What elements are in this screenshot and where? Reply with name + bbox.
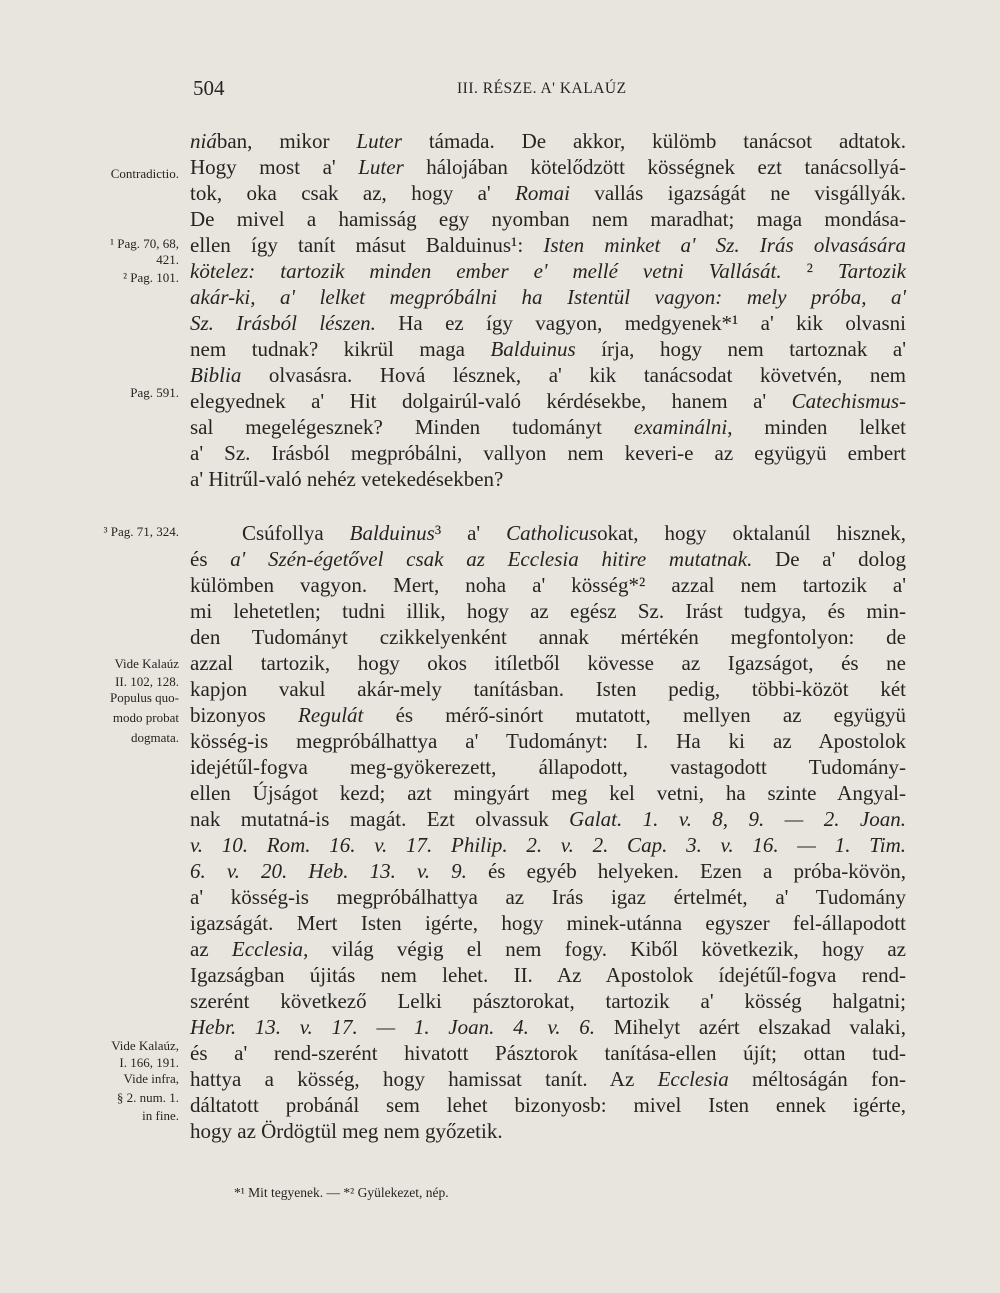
text-line: Csúfollya Balduinus³ a' Catholicusokat, hogy oktalanúl hisznek, bbox=[242, 521, 906, 545]
text-line: nem tudnak? kikrül maga Balduinus írja, hogy nem tartoznak a' bbox=[190, 337, 906, 361]
margin-note: Populus quo- bbox=[110, 690, 179, 705]
text-line: kösség-is megpróbálhattya a' Tudományt: I. Ha ki az Apostolok bbox=[190, 729, 906, 753]
text-line: tok, oka csak az, hogy a' Romai vallás igazságát ne visgállyák. bbox=[190, 181, 906, 205]
page-header bbox=[0, 76, 1000, 106]
text-line: külömben vagyon. Mert, noha a' kösség*² azzal nem tartozik a' bbox=[190, 573, 906, 597]
text-line: De mivel a hamisság egy nyomban nem maradhat; maga mondása- bbox=[190, 207, 906, 231]
text-line: den Tudományt czikkelyenként annak mértékén megfontolyon: de bbox=[190, 625, 906, 649]
margin-note: I. 166, 191. bbox=[119, 1055, 179, 1070]
margin-note: in fine. bbox=[142, 1108, 179, 1123]
text-line: mi lehetetlen; tudni illik, hogy az egész Sz. Irást tudgya, és min- bbox=[190, 599, 906, 623]
text-line: dáltatott probánál sem lehet bizonyosb: mivel Isten ennek igérte, bbox=[190, 1093, 906, 1117]
text-line: bizonyos Regulát és mérő-sinórt mutatott, mellyen az együgyü bbox=[190, 703, 906, 727]
margin-note: modo probat bbox=[112, 710, 179, 725]
margin-note: Vide Kalaúz bbox=[114, 656, 179, 671]
margin-note: ² Pag. 101. bbox=[123, 270, 179, 285]
text-line: szerént következő Lelki pásztorokat, tartozik a' kösség halgatni; bbox=[190, 989, 906, 1013]
text-line: 6. v. 20. Heb. 13. v. 9. és egyéb helyeken. Ezen a próba-kövön, bbox=[190, 859, 907, 883]
margin-note: Vide infra, bbox=[123, 1071, 179, 1086]
margin-note: Pag. 591. bbox=[130, 385, 179, 400]
text-line: Biblia olvasásra. Hová lésznek, a' kik tanácsodat követvén, nem bbox=[190, 363, 906, 387]
text-line: Hebr. 13. v. 17. — 1. Joan. 4. v. 6. Mihelyt azért elszakad valaki, bbox=[190, 1015, 906, 1039]
margin-note: 421. bbox=[156, 252, 179, 267]
text-line: kötelez: tartozik minden ember e' mellé vetni Vallását. ² Tartozik bbox=[190, 259, 907, 283]
text-line: Igazságban újitás nem lehet. II. Az Apostolok ídejétűl-fogva rend- bbox=[190, 963, 906, 987]
text-line: ellen Újságot kezd; azt mingyárt meg kel vetni, ha szinte Angyal- bbox=[190, 781, 906, 805]
footnote: *¹ Mit tegyenek. — *² Gyülekezet, nép. bbox=[234, 1185, 449, 1200]
text-line: a' kösség-is megpróbálhattya az Irás igaz értelmét, a' Tudomány bbox=[190, 885, 906, 909]
text-line: Hogy most a' Luter hálojában kötelődzött kösségnek ezt tanácsollyá- bbox=[190, 155, 906, 179]
margin-note: ¹ Pag. 70, 68, bbox=[110, 236, 179, 251]
text-line: nak mutatná-is magát. Ezt olvassuk Galat. 1. v. 8, 9. — 2. Joan. bbox=[190, 807, 906, 831]
text-line: akár-ki, a' lelket megpróbálni ha Istentül vagyon: mely próba, a' bbox=[190, 285, 906, 309]
margin-note: ³ Pag. 71, 324. bbox=[103, 524, 179, 539]
text-line: v. 10. Rom. 16. v. 17. Philip. 2. v. 2. Cap. 3. v. 16. — 1. Tim. bbox=[190, 833, 906, 857]
margin-note: Contradictio. bbox=[110, 166, 179, 181]
margin-note: § 2. num. 1. bbox=[116, 1090, 179, 1105]
text-line: elegyednek a' Hit dolgairúl-való kérdésekbe, hanem a' Catechismus- bbox=[190, 389, 906, 413]
text-line: hogy az Ördögtül meg nem győzetik. bbox=[190, 1119, 503, 1143]
margin-note: Vide Kalaúz, bbox=[111, 1038, 179, 1053]
text-line: idejétűl-fogva meg-gyökerezett, állapodott, vastagodott Tudomány- bbox=[190, 755, 906, 779]
running-head: III. RÉSZE. A' KALAÚZ bbox=[457, 80, 627, 97]
text-line: azzal tartozik, hogy okos itíletből kövesse az Igazságot, és ne bbox=[190, 651, 906, 675]
text-line: niában, mikor Luter támada. De akkor, külömb tanácsot adtatok. bbox=[190, 129, 907, 153]
text-line: és a' rend-szerént hivatott Pásztorok tanítása-ellen újít; ottan tud- bbox=[190, 1041, 906, 1065]
text-line: sal megelégesznek? Minden tudományt examinálni, minden lelket bbox=[190, 415, 906, 439]
margin-note: II. 102, 128. bbox=[115, 674, 179, 689]
text-line: Sz. Irásból lészen. Ha ez így vagyon, medgyenek*¹ a' kik olvasni bbox=[190, 311, 906, 335]
text-line: kapjon vakul akár-mely tanításban. Isten pedig, többi-közöt két bbox=[190, 677, 906, 701]
text-line: hattya a kösség, hogy hamissat tanít. Az Ecclesia méltoságán fon- bbox=[190, 1067, 906, 1091]
text-line: a' Sz. Irásból megpróbálni, vallyon nem keveri-e az együgyü embert bbox=[190, 441, 906, 465]
text-line: a' Hitrűl-való nehéz vetekedésekben? bbox=[190, 467, 504, 491]
text-line: és a' Szén-égetővel csak az Ecclesia hitire mutatnak. De a' dolog bbox=[190, 547, 906, 571]
page-number: 504 bbox=[193, 76, 225, 100]
margin-note: dogmata. bbox=[130, 730, 179, 745]
text-line: igazságát. Mert Isten igérte, hogy minek-utánna egyszer fel-állapodott bbox=[190, 911, 906, 935]
text-line: ellen így tanít másut Balduinus¹: Isten minket a' Sz. Irás olvasására bbox=[190, 233, 906, 257]
text-line: az Ecclesia, világ végig el nem fogy. Kiből következik, hogy az bbox=[190, 937, 906, 961]
